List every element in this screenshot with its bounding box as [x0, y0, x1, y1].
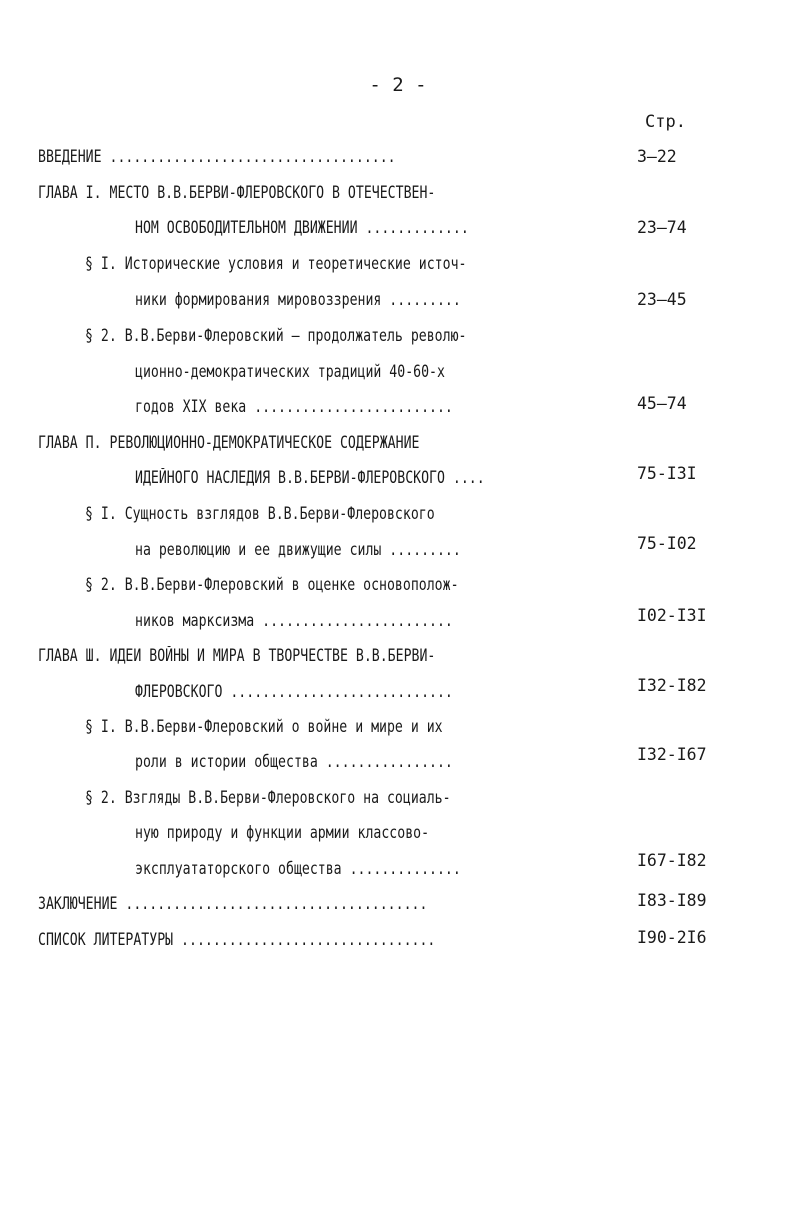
- toc-entry-section-1-2-line-3: годов XIX века .........................: [135, 397, 453, 416]
- toc-entry-chapter-2-line-1: ГЛАВА П. РЕВОЛЮЦИОННО-ДЕМОКРАТИЧЕСКОЕ СОДЕРЖАНИЕ: [38, 433, 420, 452]
- toc-entry-chapter-3-pages: I32-I82: [637, 676, 707, 695]
- toc-entry-section-2-1-pages: 75-I02: [637, 534, 697, 553]
- toc-entry-section-1-1-pages: 23–45: [637, 290, 687, 309]
- toc-entry-chapter-1-line-1: ГЛАВА I. МЕСТО В.В.БЕРВИ-ФЛЕРОВСКОГО В ОТЕЧЕСТВЕН-: [38, 183, 436, 202]
- toc-entry-section-1-2-line-1: § 2. В.В.Берви-Флеровский – продолжатель револю-: [85, 326, 467, 345]
- toc-entry-section-3-2-pages: I67-I82: [637, 851, 707, 870]
- toc-entry-chapter-2-line-2: ИДЕЙНОГО НАСЛЕДИЯ В.В.БЕРВИ-ФЛЕРОВСКОГО ....: [135, 468, 485, 487]
- toc-entry-conclusion-line-1: ЗАКЛЮЧЕНИЕ ......................................: [38, 894, 428, 913]
- toc-entry-chapter-1-pages: 23–74: [637, 218, 687, 237]
- toc-entry-bibliography-pages: I90-2I6: [637, 928, 707, 947]
- toc-entry-section-2-2-line-1: § 2. В.В.Берви-Флеровский в оценке основополож-: [85, 575, 459, 594]
- toc-entry-section-1-2-line-2: ционно-демократических традиций 40-60-х: [135, 362, 445, 381]
- toc-entry-section-2-1-line-2: на революцию и ее движущие силы .........: [135, 540, 461, 559]
- toc-entry-section-3-2-line-3: эксплуататорского общества ..............: [135, 859, 461, 878]
- toc-entry-intro-pages: 3–22: [637, 147, 677, 166]
- toc-entry-chapter-2-pages: 75-I3I: [637, 464, 697, 483]
- toc-entry-section-1-1-line-1: § I. Исторические условия и теоретические источ-: [85, 254, 467, 273]
- toc-entry-section-1-2-pages: 45–74: [637, 394, 687, 413]
- toc-entry-intro-line-1: ВВЕДЕНИЕ ....................................: [38, 147, 396, 166]
- toc-entry-chapter-3-line-1: ГЛАВА Ш. ИДЕИ ВОЙНЫ И МИРА В ТВОРЧЕСТВЕ В.В.БЕРВИ-: [38, 646, 436, 665]
- page-number: - 2 -: [369, 74, 427, 96]
- toc-entry-section-2-2-pages: I02-I3I: [637, 606, 707, 625]
- toc-entry-bibliography-line-1: СПИСОК ЛИТЕРАТУРЫ ................................: [38, 930, 436, 949]
- toc-entry-section-3-1-pages: I32-I67: [637, 745, 707, 764]
- toc-entry-section-2-1-line-1: § I. Сущность взглядов В.В.Берви-Флеровского: [85, 504, 435, 523]
- toc-entry-section-3-1-line-2: роли в истории общества ................: [135, 752, 453, 771]
- toc-entry-chapter-3-line-2: ФЛЕРОВСКОГО ............................: [135, 682, 453, 701]
- toc-entry-chapter-1-line-2: НОМ ОСВОБОДИТЕЛЬНОМ ДВИЖЕНИИ .............: [135, 218, 469, 237]
- toc-entry-conclusion-pages: I83-I89: [637, 891, 707, 910]
- toc-entry-section-1-1-line-2: ники формирования мировоззрения .........: [135, 290, 461, 309]
- toc-entry-section-3-2-line-2: ную природу и функции армии классово-: [135, 823, 430, 842]
- toc-entry-section-3-1-line-1: § I. В.В.Берви-Флеровский о войне и мире и их: [85, 717, 443, 736]
- pages-column-header: Стр.: [645, 112, 686, 132]
- toc-entry-section-2-2-line-2: ников марксизма ........................: [135, 611, 453, 630]
- toc-entry-section-3-2-line-1: § 2. Взгляды В.В.Берви-Флеровского на социаль-: [85, 788, 451, 807]
